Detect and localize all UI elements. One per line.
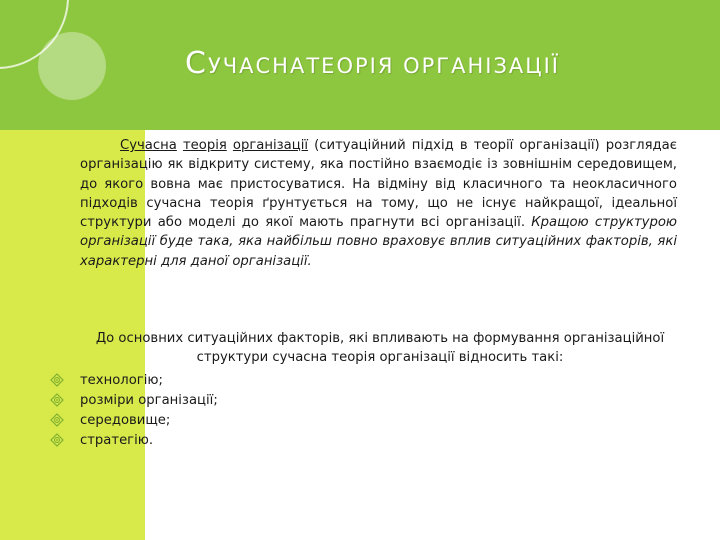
underlined-word: організації <box>232 138 309 153</box>
diamond-target-icon <box>50 413 80 427</box>
diamond-target-icon <box>50 433 80 447</box>
main-paragraph <box>80 136 677 271</box>
title-bar <box>0 0 720 130</box>
list-item-label: технологію; <box>80 372 163 388</box>
underlined-word: Сучасна <box>120 138 177 153</box>
title-first-letter: С <box>185 46 208 81</box>
list-item <box>50 390 650 410</box>
diamond-target-icon <box>50 393 80 407</box>
list-item-label: середовище; <box>80 412 171 428</box>
list-item-label: розміри організації; <box>80 392 218 408</box>
factors-list <box>50 370 650 450</box>
list-item-label: стратегію. <box>80 432 154 448</box>
list-item <box>50 370 650 390</box>
diamond-target-icon <box>50 373 80 387</box>
paragraph-italic-text: Кращою структурою організації буде така, яка найбільш повно враховує вплив ситуаційних факторів, які характерні для даної організації. <box>80 215 677 269</box>
decorative-circle <box>38 32 106 100</box>
list-item <box>50 430 650 450</box>
slide-title <box>185 46 560 81</box>
paragraph-text: (ситуаційний підхід в теорії організації) розглядає організацію як відкриту систему, яка постійно взаємодіє із зовнішнім середовищем, до якого вовна має пристосуватися. На відміну від класичного та неокласичного підходів сучасна теорія ґрунтується на тому, що не існує найкращої, ідеальної структури або моделі до якої мають прагнути всі організації. <box>80 138 677 231</box>
factors-intro: До основних ситуаційних факторів, які впливають на формування організаційної структури сучасна теорія організації відносить такі: <box>95 331 665 366</box>
title-part-1: УЧАСНА <box>207 54 307 78</box>
title-part-2: ТЕОРІЯ ОРГАНІЗАЦІЇ <box>306 54 560 78</box>
underlined-word: теорія <box>182 138 227 153</box>
list-item <box>50 410 650 430</box>
